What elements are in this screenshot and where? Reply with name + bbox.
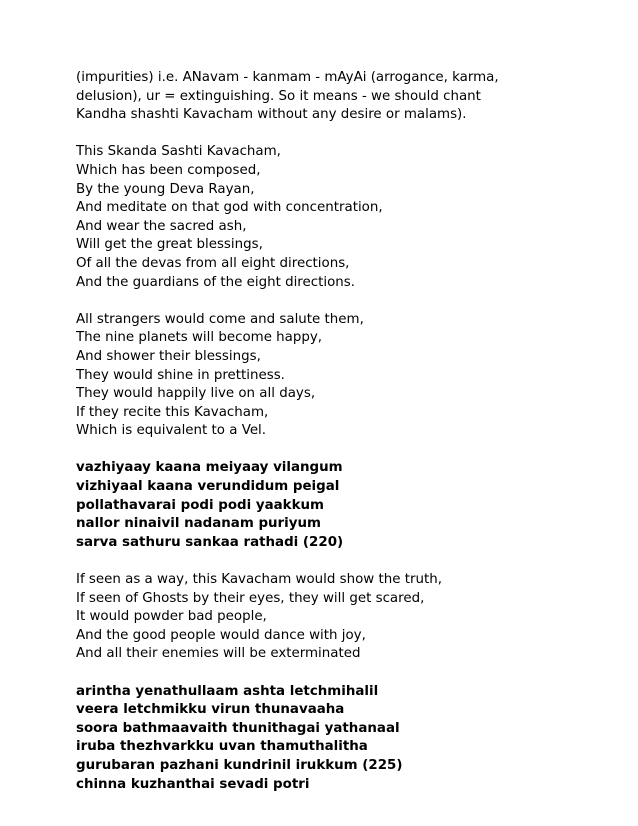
text-line: delusion), ur = extinguishing. So it means - we should chant xyxy=(76,88,481,104)
text-line: If seen of Ghosts by their eyes, they will get scared, xyxy=(76,590,425,606)
verse-line: chinna kuzhanthai sevadi potri xyxy=(76,776,310,792)
text-line: By the young Deva Rayan, xyxy=(76,181,255,197)
text-line: If seen as a way, this Kavacham would show the truth, xyxy=(76,572,442,588)
verse-line: vazhiyaay kaana meiyaay vilangum xyxy=(76,460,343,476)
text-line: Kandha shashti Kavacham without any desire or malams). xyxy=(76,107,467,123)
text-line: They would shine in prettiness. xyxy=(76,367,285,383)
text-line: Which has been composed, xyxy=(76,162,261,178)
verse-block-225 xyxy=(76,683,616,795)
text-line: And shower their blessings, xyxy=(76,348,261,364)
paragraph-translation-3 xyxy=(76,571,616,664)
verse-line: iruba thezhvarkku uvan thamuthalitha xyxy=(76,739,368,755)
text-line: (impurities) i.e. ANavam - kanmam - mAyAi (arrogance, karma, xyxy=(76,70,499,85)
document-page xyxy=(76,69,616,813)
text-line: This Skanda Sashti Kavacham, xyxy=(76,144,281,160)
text-line: And the guardians of the eight directions. xyxy=(76,274,356,290)
paragraph-intro xyxy=(76,69,616,125)
verse-line: arintha yenathullaam ashta letchmihalil xyxy=(76,683,379,699)
verse-line: nallor ninaivil nadanam puriyum xyxy=(76,516,321,532)
text-line: And all their enemies will be exterminated xyxy=(76,646,361,662)
text-line: It would powder bad people, xyxy=(76,609,267,625)
verse-line: veera letchmikku virun thunavaaha xyxy=(76,702,345,718)
paragraph-translation-1 xyxy=(76,143,616,292)
text-line: All strangers would come and salute them, xyxy=(76,311,364,327)
paragraph-translation-2 xyxy=(76,311,616,441)
verse-line: soora bathmaavaith thunithagai yathanaal xyxy=(76,720,400,736)
text-line: And meditate on that god with concentration, xyxy=(76,200,383,216)
text-line: And the good people would dance with joy, xyxy=(76,627,366,643)
text-line: They would happily live on all days, xyxy=(76,386,316,402)
verse-line: sarva sathuru sankaa rathadi (220) xyxy=(76,534,344,550)
verse-line: gurubaran pazhani kundrinil irukkum (225) xyxy=(76,757,403,773)
verse-line: pollathavarai podi podi yaakkum xyxy=(76,497,324,513)
text-line: And wear the sacred ash, xyxy=(76,218,247,234)
text-line: Of all the devas from all eight directions, xyxy=(76,255,350,271)
text-line: If they recite this Kavacham, xyxy=(76,404,269,420)
text-line: Which is equivalent to a Vel. xyxy=(76,423,267,439)
text-line: Will get the great blessings, xyxy=(76,237,263,253)
text-line: The nine planets will become happy, xyxy=(76,330,323,346)
verse-block-220 xyxy=(76,459,616,552)
verse-line: vizhiyaal kaana verundidum peigal xyxy=(76,479,340,495)
